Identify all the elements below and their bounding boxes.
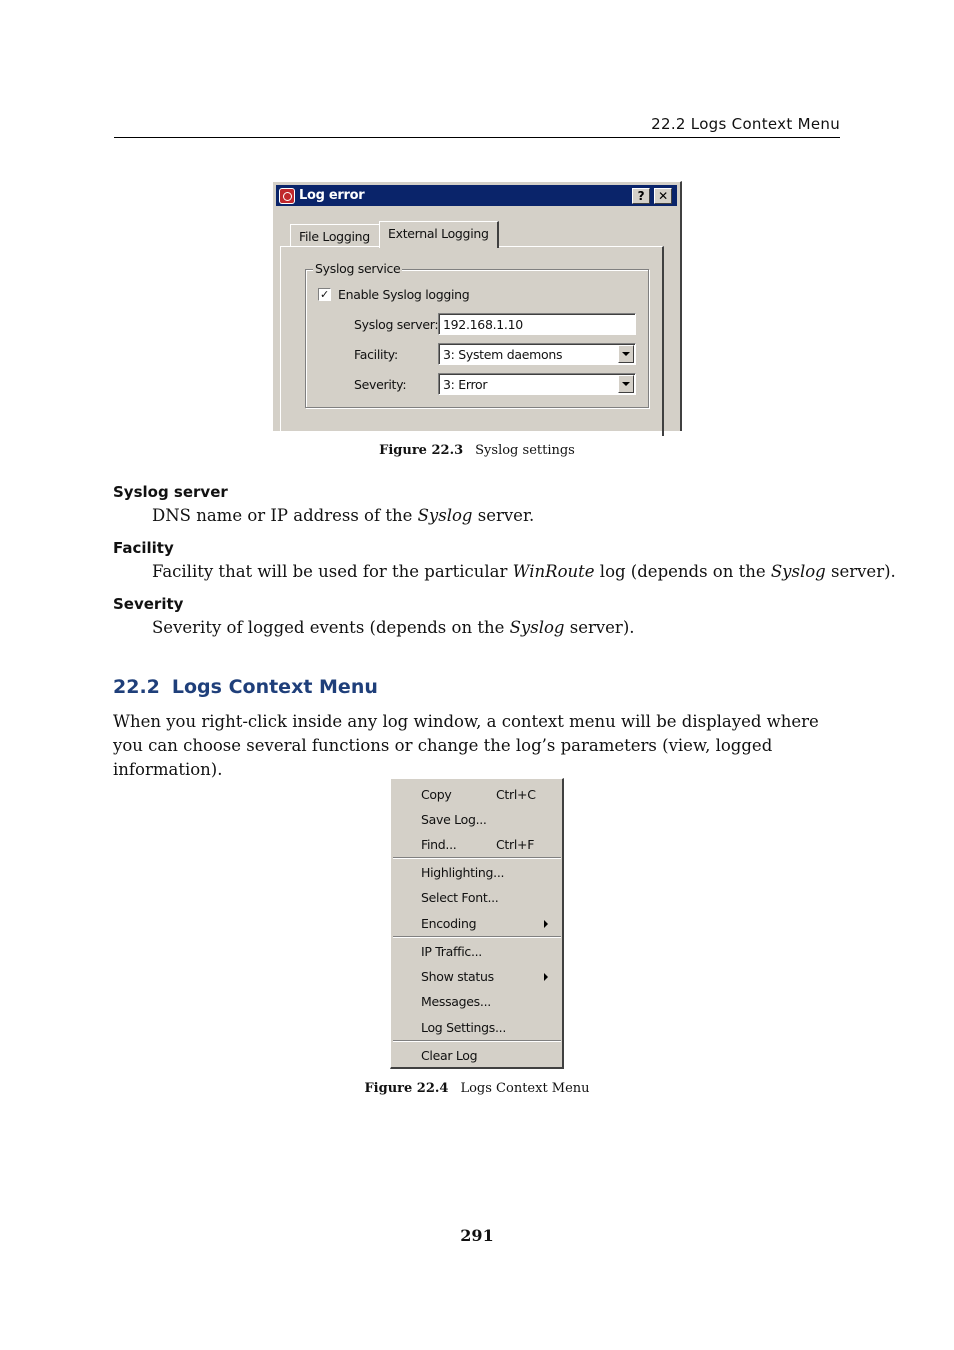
log-error-dialog	[272, 181, 682, 431]
running-head: 22.2 Logs Context Menu	[651, 115, 840, 133]
definition-desc: Severity of logged events (depends on the Syslog server).	[152, 618, 635, 637]
menu-item-highlighting[interactable]: Highlighting...	[421, 865, 505, 880]
enable-syslog-checkbox[interactable]: ✓	[318, 288, 331, 301]
section-heading	[113, 676, 378, 698]
section-title: Logs Context Menu	[171, 676, 378, 698]
enable-syslog-label[interactable]: Enable Syslog logging	[338, 287, 470, 302]
group-title: Syslog service	[315, 261, 401, 276]
menu-separator	[393, 1040, 561, 1042]
definition-term: Facility	[113, 539, 174, 557]
menu-item-clear-log[interactable]: Clear Log	[421, 1048, 478, 1063]
menu-separator	[393, 936, 561, 938]
menu-item-encoding[interactable]: Encoding	[391, 912, 561, 934]
definition-desc: Facility that will be used for the particular WinRoute log (depends on the Syslog server).	[152, 562, 896, 581]
menu-item-save-log[interactable]: Save Log...	[421, 812, 487, 827]
section-number: 22.2	[113, 676, 160, 698]
menu-item-log-settings[interactable]: Log Settings...	[421, 1020, 506, 1035]
submenu-arrow-icon	[544, 973, 548, 981]
chevron-down-icon[interactable]	[618, 375, 634, 393]
dialog-titlebar[interactable]	[276, 185, 677, 206]
dialog-title: Log error	[299, 188, 365, 203]
syslog-server-input[interactable]: 192.168.1.10	[438, 313, 636, 335]
figure-caption	[0, 443, 954, 458]
definition-term: Severity	[113, 595, 184, 613]
definition-term: Syslog server	[113, 483, 228, 501]
figure-number: Figure 22.4	[364, 1081, 449, 1096]
tab-file-logging[interactable]	[290, 224, 380, 246]
figure-caption-text: Logs Context Menu	[460, 1081, 590, 1096]
header-rule	[114, 137, 840, 138]
severity-select[interactable]	[438, 373, 636, 395]
menu-separator	[393, 857, 561, 859]
figure-caption	[0, 1081, 954, 1096]
submenu-arrow-icon	[544, 920, 548, 928]
menu-item-select-font[interactable]: Select Font...	[421, 890, 499, 905]
menu-item-copy[interactable]: Copy Ctrl+C	[421, 787, 536, 802]
menu-item-show-status[interactable]: Show status	[391, 965, 561, 987]
help-button[interactable]: ?	[632, 188, 650, 204]
facility-label: Facility:	[354, 347, 398, 362]
tab-external-logging[interactable]	[379, 221, 499, 248]
syslog-server-label: Syslog server:	[354, 317, 439, 332]
severity-value: 3: Error	[443, 377, 488, 392]
definition-desc: DNS name or IP address of the Syslog server.	[152, 506, 535, 525]
app-icon	[279, 188, 295, 204]
chevron-down-icon[interactable]	[618, 345, 634, 363]
section-paragraph: When you right-click inside any log window, a context menu will be displayed where you can choose several functions or change the log’s parameters (view, logged information).	[113, 712, 819, 779]
menu-item-ip-traffic[interactable]: IP Traffic...	[421, 944, 482, 959]
page-number: 291	[460, 1226, 494, 1245]
facility-select[interactable]	[438, 343, 636, 365]
menu-item-messages[interactable]: Messages...	[421, 994, 491, 1009]
tab-label: External Logging	[388, 226, 489, 241]
figure-number: Figure 22.3	[379, 443, 464, 458]
figure-caption-text: Syslog settings	[475, 443, 575, 458]
severity-label: Severity:	[354, 377, 407, 392]
tab-label: File Logging	[299, 229, 370, 244]
logs-context-menu	[390, 778, 564, 1069]
close-button[interactable]: ✕	[654, 188, 672, 204]
menu-item-find[interactable]: Find... Ctrl+F	[421, 837, 535, 852]
facility-value: 3: System daemons	[443, 347, 563, 362]
